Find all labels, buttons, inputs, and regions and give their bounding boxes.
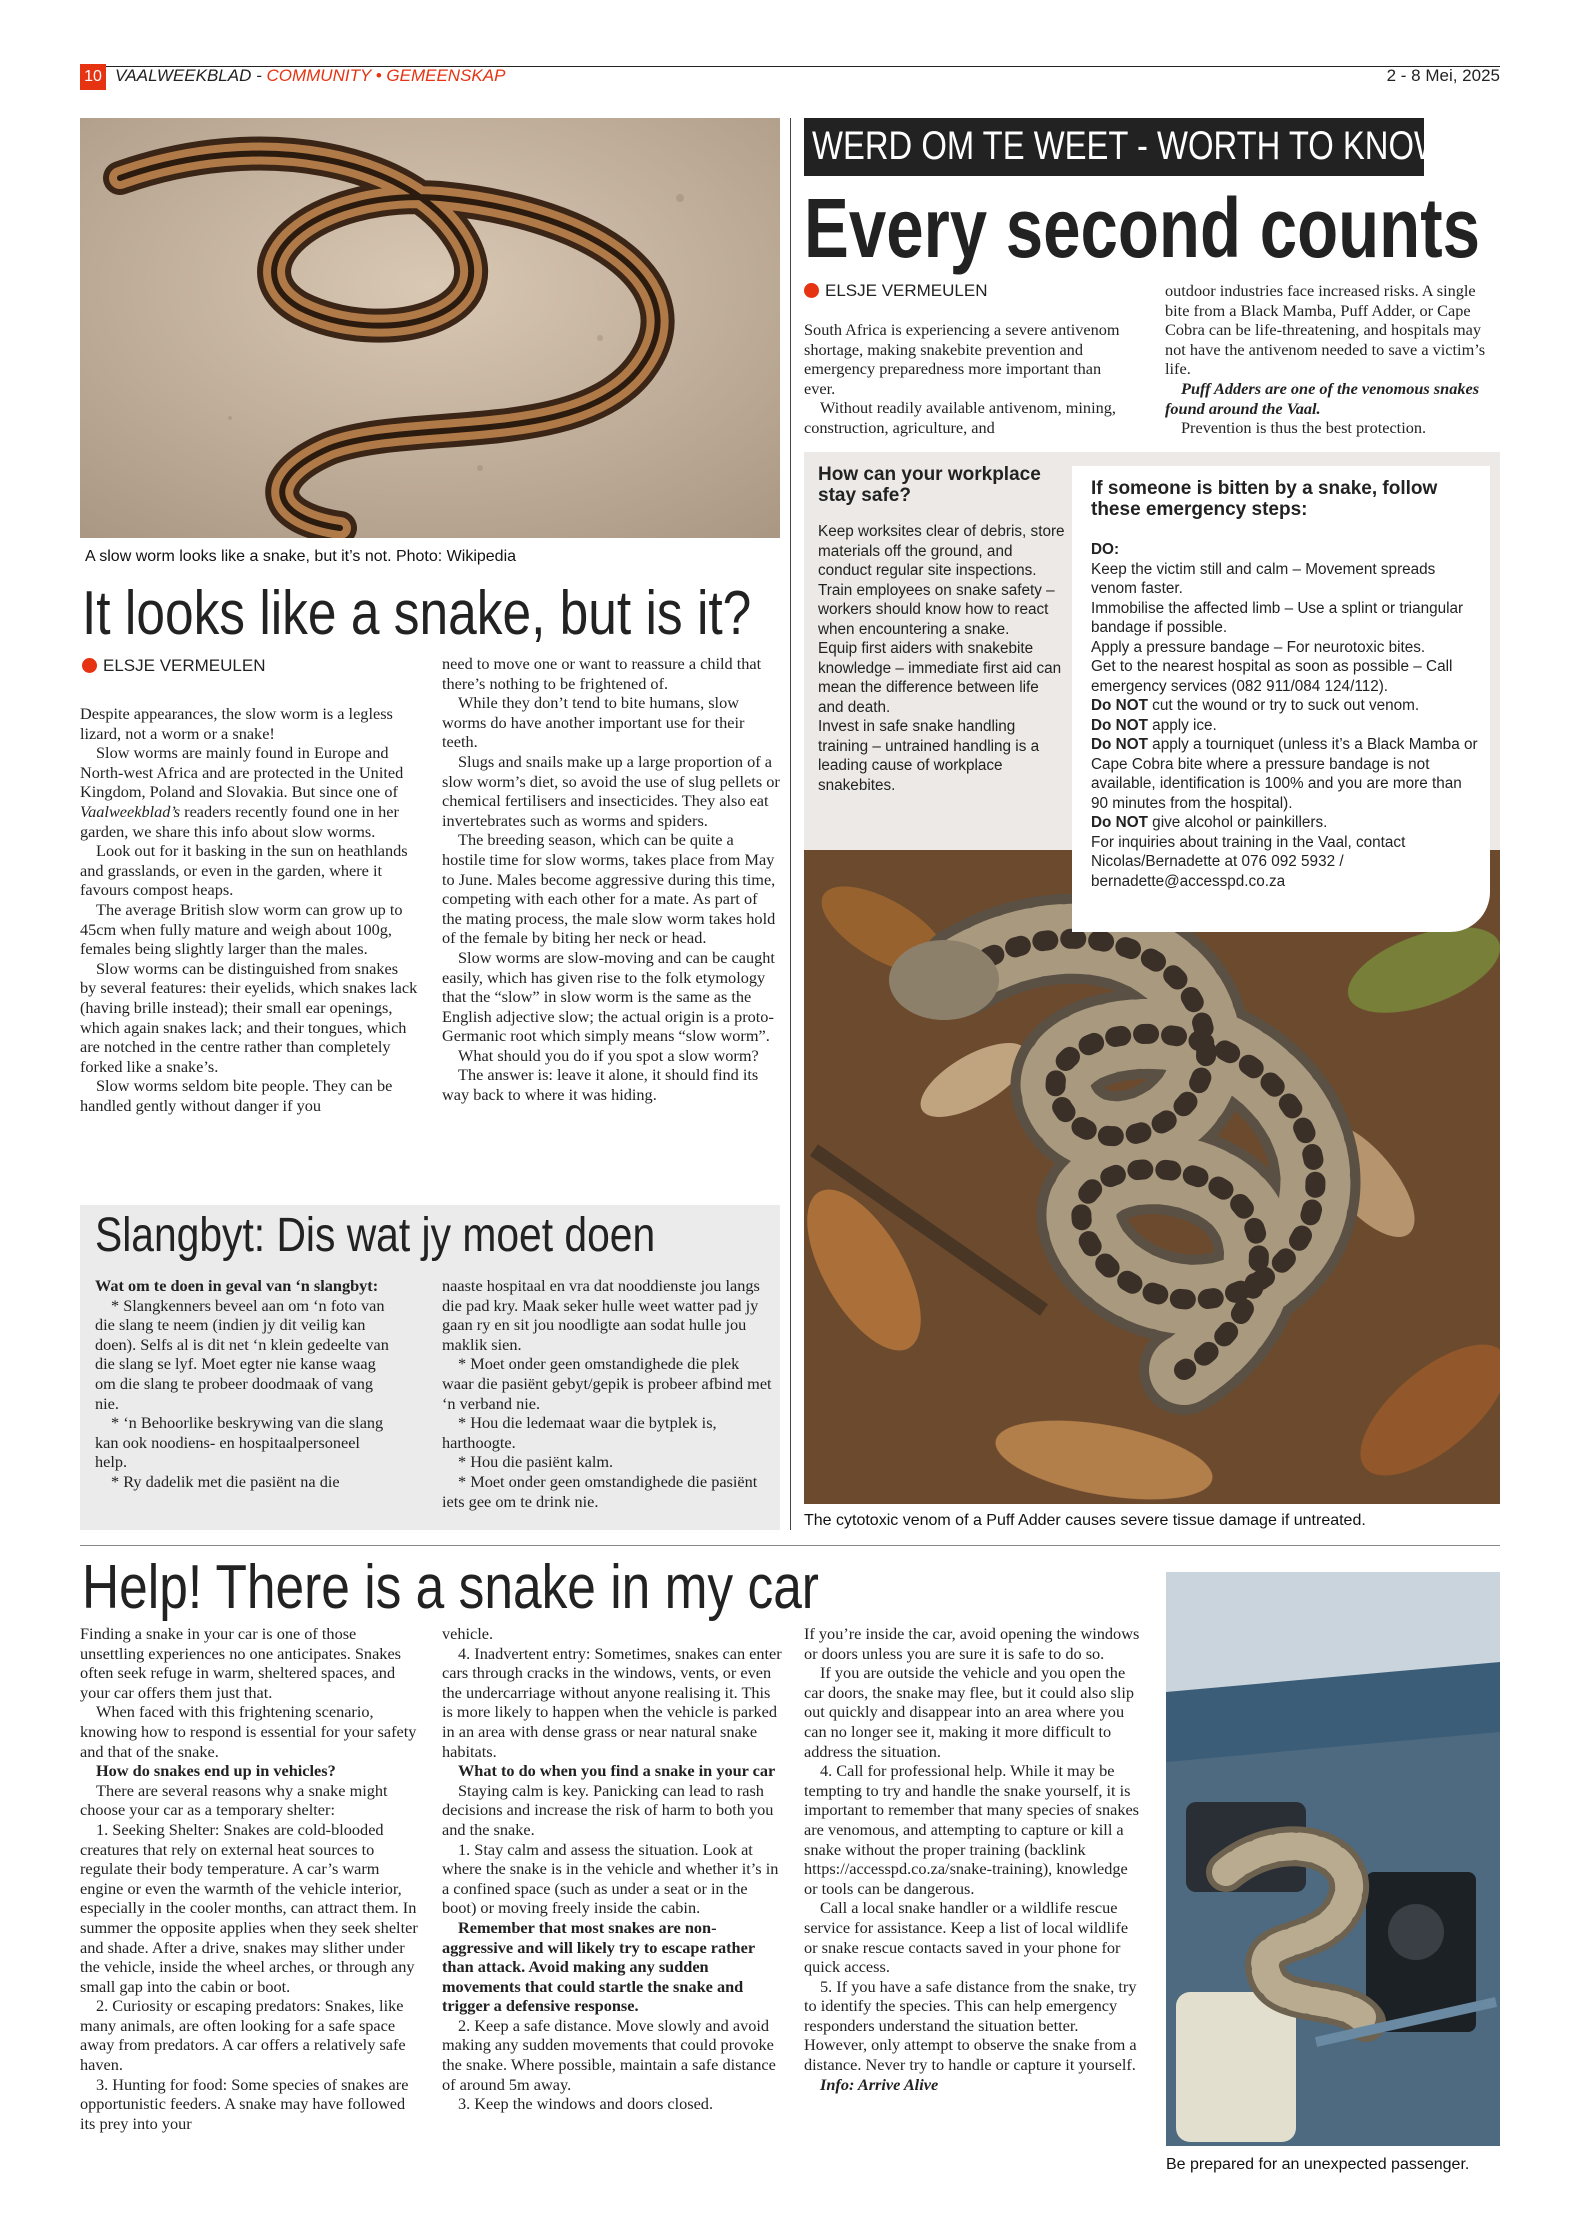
paragraph: Slow worms seldom bite people. They can be handled gently without danger if you	[80, 1076, 393, 1115]
paragraph: Staying calm is key. Panicking can lead to rash decisions and increase the risk of harm to both you and the snake.	[442, 1780, 774, 1839]
paragraph: The breeding season, which can be quite a hostile time for slow worms, takes place from May to June. Males become aggressive during this time, competing with each other for a mate. As part of the mating process, the male slow worm takes hold of the female by biting her neck or head.	[442, 830, 776, 948]
puff-adder-caption: The cytotoxic venom of a Puff Adder causes severe tissue damage if untreated.	[804, 1512, 1366, 1529]
paragraph: 3. Keep the windows and doors closed.	[458, 2094, 714, 2114]
do-label: DO:	[1091, 541, 1120, 558]
slow-worm-col2	[442, 654, 780, 1105]
car-headline: Help! There is a snake in my car	[82, 1553, 819, 1622]
car-col1	[80, 1624, 422, 2133]
do-item: Immobilise the affected limb – Use a splint or triangular bandage if possible.	[1091, 599, 1464, 636]
workplace-item: Equip first aiders with snakebite knowledge – immediate first aid can mean the difference between life and death.	[818, 640, 1062, 716]
paragraph: * Ry dadelik met die pasiënt na die	[111, 1471, 340, 1491]
paragraph: If you are outside the vehicle and you open the car doors, the snake may flee, but it could also slip out quickly and disappear into an area where you can no longer see it, making it more difficult to address the situation.	[804, 1663, 1135, 1761]
paragraph: South Africa is experiencing a severe antivenom shortage, making snakebite prevention and emergency preparedness more important than ever.	[804, 320, 1120, 398]
page-number: 10	[80, 64, 106, 90]
paragraph: outdoor industries face increased risks. A single bite from a Black Mamba, Puff Adder, or Cape Cobra can be life-threatening, and hospitals may not have the antivenom needed to save a victim’s life.	[1165, 281, 1486, 379]
paragraph: * Moet onder geen omstandighede die plek waar die pasiënt gebyt/gepik is probeer afbind met ‘n verband nie.	[442, 1354, 772, 1413]
paragraph: Finding a snake in your car is one of those unsettling experiences no one anticipates. Snakes often seek refuge in warm, sheltered spaces, and your car offers them just that.	[80, 1624, 402, 1702]
worth-headline: Every second counts	[804, 181, 1480, 275]
car-col3	[804, 1624, 1144, 2094]
paragraph: Info: Arrive Alive	[820, 2074, 939, 2094]
section-name: COMMUNITY • GEMEENSKAP	[266, 66, 506, 85]
paragraph: Slow worms are slow-moving and can be caught easily, which has given rise to the folk etymology that the “slow” in slow worm is the same as the English adjective slow; the actual origin is a proto-Germanic root which simply means “slow worm”.	[442, 947, 775, 1046]
paragraph: 1. Seeking Shelter: Snakes are cold-blooded creatures that rely on external heat sources to regulate their body temperature. A car’s warm engine or even the warmth of the vehicle interior, especially in the cooler months, can attract them. In summer the opposite applies when they seek shelter and shade. After a drive, snakes may slither under the vehicle, inside the wheel arches, or through any small gap into the cabin or boot.	[80, 1819, 418, 1996]
paragraph: 3. Hunting for food: Some species of snakes are opportunistic feeders. A snake may have followed its prey into your	[80, 2074, 409, 2133]
worth-byline: ELSJE VERMEULEN	[804, 281, 988, 301]
paragraph: The answer is: leave it alone, it should find its way back to where it was hiding.	[442, 1065, 759, 1105]
paragraph: How do snakes end up in vehicles?	[96, 1761, 336, 1781]
slow-worm-byline: ELSJE VERMEULEN	[82, 656, 266, 676]
slow-worm-headline: It looks like a snake, but is it?	[82, 579, 752, 648]
donot-item: Do NOT cut the wound or try to suck out venom.	[1091, 697, 1420, 714]
puff-adder-photo	[804, 850, 1500, 1504]
paragraph: 4. Call for professional help. While it may be tempting to try and handle the snake yourself, it is important to remember that many species of snakes are venomous, and attempting to capture or kill a snake without the proper training (backlink https://accesspd.co.za/snake-training), knowledge or tools can be dangerous.	[804, 1761, 1140, 1898]
paragraph: While they don’t tend to bite humans, slow worms do have another important use for their teeth.	[442, 693, 745, 752]
paragraph: 2. Curiosity or escaping predators: Snakes, like many animals, are often looking for a safe space away from predators. A car offers a relatively safe haven.	[80, 1996, 406, 2075]
byline-dot	[82, 658, 97, 673]
paragraph: Slow worms can be distinguished from snakes by several features: their eyelids, which snakes lack (having brille instead); their small ear openings, which again snakes lack; and their tongues, which are notched in the centre rather than completely forked like a snake’s.	[80, 958, 418, 1076]
slow-worm-caption: A slow worm looks like a snake, but it’s not. Photo: Wikipedia	[85, 548, 517, 565]
section-rule	[80, 1545, 1500, 1546]
paragraph: * Hou die pasiënt kalm.	[458, 1452, 614, 1472]
paragraph: * Slangkenners beveel aan om ‘n foto van die slang te neem (indien jy dit veilig kan doen). Selfs al is dit net ‘n klein gedeelte van die slang se lyf. Moet egter nie kanse waag om die slang te probeer doodmaak of vang nie.	[95, 1295, 389, 1413]
kicker-text: WERD OM TE WEET - WORTH TO KNOW	[812, 124, 1445, 168]
paragraph: If you’re inside the car, avoid opening the windows or doors unless you are sure it is safe to do so.	[804, 1624, 1140, 1663]
slow-worm-col1	[80, 704, 418, 1115]
paragraph: Slow worms are mainly found in Europe and North-west Africa and are protected in the United Kingdom, Poland and Slovakia. But since one of Vaalweekblad’s readers recently found one in her garden, we share this info about slow worms.	[80, 743, 404, 841]
paragraph: 5. If you have a safe distance from the snake, try to identify the species. This can help emergency responders understand the situation better. However, only attempt to observe the snake from a distance. Never try to handle or capture it yourself.	[804, 1976, 1137, 2075]
workplace-item: Keep worksites clear of debris, store materials off the ground, and conduct regular site inspections.	[818, 523, 1065, 579]
paragraph: Look out for it basking in the sun on heathlands and grasslands, or even in the garden, where it favours compost heaps.	[80, 841, 408, 900]
paragraph: Prevention is thus the best protection.	[1181, 418, 1427, 438]
paragraph: There are several reasons why a snake might choose your car as a temporary shelter:	[80, 1780, 388, 1820]
paper-name: VAALWEEKBLAD - COMMUNITY • GEMEENSKAP	[115, 66, 506, 85]
car-engine-photo	[1166, 1572, 1500, 2146]
paragraph: The average British slow worm can grow up to 45cm when fully mature and weigh about 100g, females being slightly larger than the males.	[80, 899, 403, 959]
workplace-title: How can your workplace stay safe?	[818, 464, 1041, 506]
donot-item: Do NOT apply a tourniquet (unless it’s a Black Mamba or Cape Cobra bite where a pressure bandage is not available, identification is 100% and you are more than 90 minutes from the hospital).	[1091, 736, 1478, 812]
paragraph: What to do when you find a snake in your car	[458, 1761, 776, 1781]
inquiries: For inquiries about training in the Vaal, contact Nicolas/Bernadette at 076 092 5932 / bernadette@accesspd.co.za	[1091, 833, 1406, 890]
workplace-item: Train employees on snake safety – workers should know how to react when encountering a snake.	[818, 581, 1055, 638]
paragraph: Slugs and snails make up a large proportion of a slow worm’s diet, so avoid the use of slug pellets or chemical fertilisers and insecticides. They also eat invertebrates such as worms and spiders.	[442, 751, 780, 830]
paragraph: * Moet onder geen omstandighede die pasiënt iets gee om te drink nie.	[442, 1471, 758, 1511]
do-item: Apply a pressure bandage – For neurotoxic bites.	[1091, 638, 1426, 656]
paragraph: 1. Stay calm and assess the situation. Look at where the snake is in the vehicle and whether it’s in a confined space (such as under a seat or in the boot) or moving freely inside the cabin.	[442, 1839, 779, 1918]
car-photo-caption: Be prepared for an unexpected passenger.	[1166, 2156, 1470, 2173]
paragraph: What should you do if you spot a slow worm?	[458, 1045, 759, 1065]
byline-dot	[804, 283, 819, 298]
car-col2	[442, 1624, 782, 2114]
paragraph: Remember that most snakes are non-aggressive and will likely try to escape rather than attack. Avoid making any sudden movements that could startle the snake and trigger a defensive response.	[442, 1917, 755, 2016]
paragraph: Without readily available antivenom, mining, construction, agriculture, and	[804, 398, 1116, 437]
paragraph: Call a local snake handler or a wildlife rescue service for assistance. Keep a list of local wildlife or snake rescue contacts saved in your phone for quick access.	[804, 1898, 1129, 1977]
slangbyt-headline: Slangbyt: Dis wat jy moet doen	[95, 1209, 656, 1262]
slangbyt-col1	[95, 1276, 395, 1492]
slangbyt-col2	[442, 1276, 772, 1511]
paragraph: 2. Keep a safe distance. Move slowly and avoid making any sudden movements that could provoke the snake. Where possible, maintain a safe distance of around 5m away.	[442, 2015, 776, 2094]
donot-item: Do NOT apply ice.	[1091, 716, 1217, 734]
paragraph: * ‘n Behoorlike beskrywing van die slang kan ook noodiens- en hospitaalpersoneel help.	[95, 1413, 384, 1472]
paragraph: 4. Inadvertent entry: Sometimes, snakes can enter cars through cracks in the windows, vents, or even the undercarriage without anyone realising it. This is more likely to happen when the vehicle is parked in an area with dense grass or near natural snake habitats.	[442, 1643, 782, 1761]
slangbyt-subhead: Wat om te doen in geval van ‘n slangbyt:	[95, 1276, 379, 1295]
issue-date: 2 - 8 Mei, 2025	[1386, 66, 1500, 85]
do-item: Get to the nearest hospital as soon as possible – Call emergency services (082 911/084 124/112).	[1091, 658, 1453, 695]
paragraph: Despite appearances, the slow worm is a legless lizard, not a worm or a snake!	[80, 704, 393, 743]
slow-worm-photo	[80, 118, 780, 538]
emergency-list	[1091, 540, 1481, 891]
do-item: Keep the victim still and calm – Movement spreads venom faster.	[1091, 560, 1436, 597]
emergency-title: If someone is bitten by a snake, follow these emergency steps:	[1091, 478, 1438, 520]
paragraph-emphasis: Puff Adders are one of the venomous snakes found around the Vaal.	[1165, 378, 1480, 418]
paragraph: need to move one or want to reassure a child that there’s nothing to be frightened of.	[442, 654, 762, 693]
paragraph: * Hou die ledemaat waar die bytplek is, harthoogte.	[442, 1413, 717, 1452]
paragraph: When faced with this frightening scenario, knowing how to respond is essential for your safety and that of the snake.	[80, 1702, 417, 1761]
worth-col2	[1165, 281, 1500, 438]
worth-col1	[804, 320, 1134, 438]
donot-item: Do NOT give alcohol or painkillers.	[1091, 814, 1328, 831]
paragraph: vehicle.	[442, 1624, 494, 1643]
column-divider	[790, 118, 791, 1530]
workplace-item: Invest in safe snake handling training – untrained handling is a leading cause of workplace snakebites.	[818, 718, 1040, 794]
paragraph: naaste hospitaal en vra dat nooddienste jou langs die pad kry. Maak seker hulle weet watter pad jy gaan ry en sit jou noodligte aan sodat hulle jou maklik sien.	[442, 1276, 760, 1354]
workplace-list	[818, 522, 1068, 795]
